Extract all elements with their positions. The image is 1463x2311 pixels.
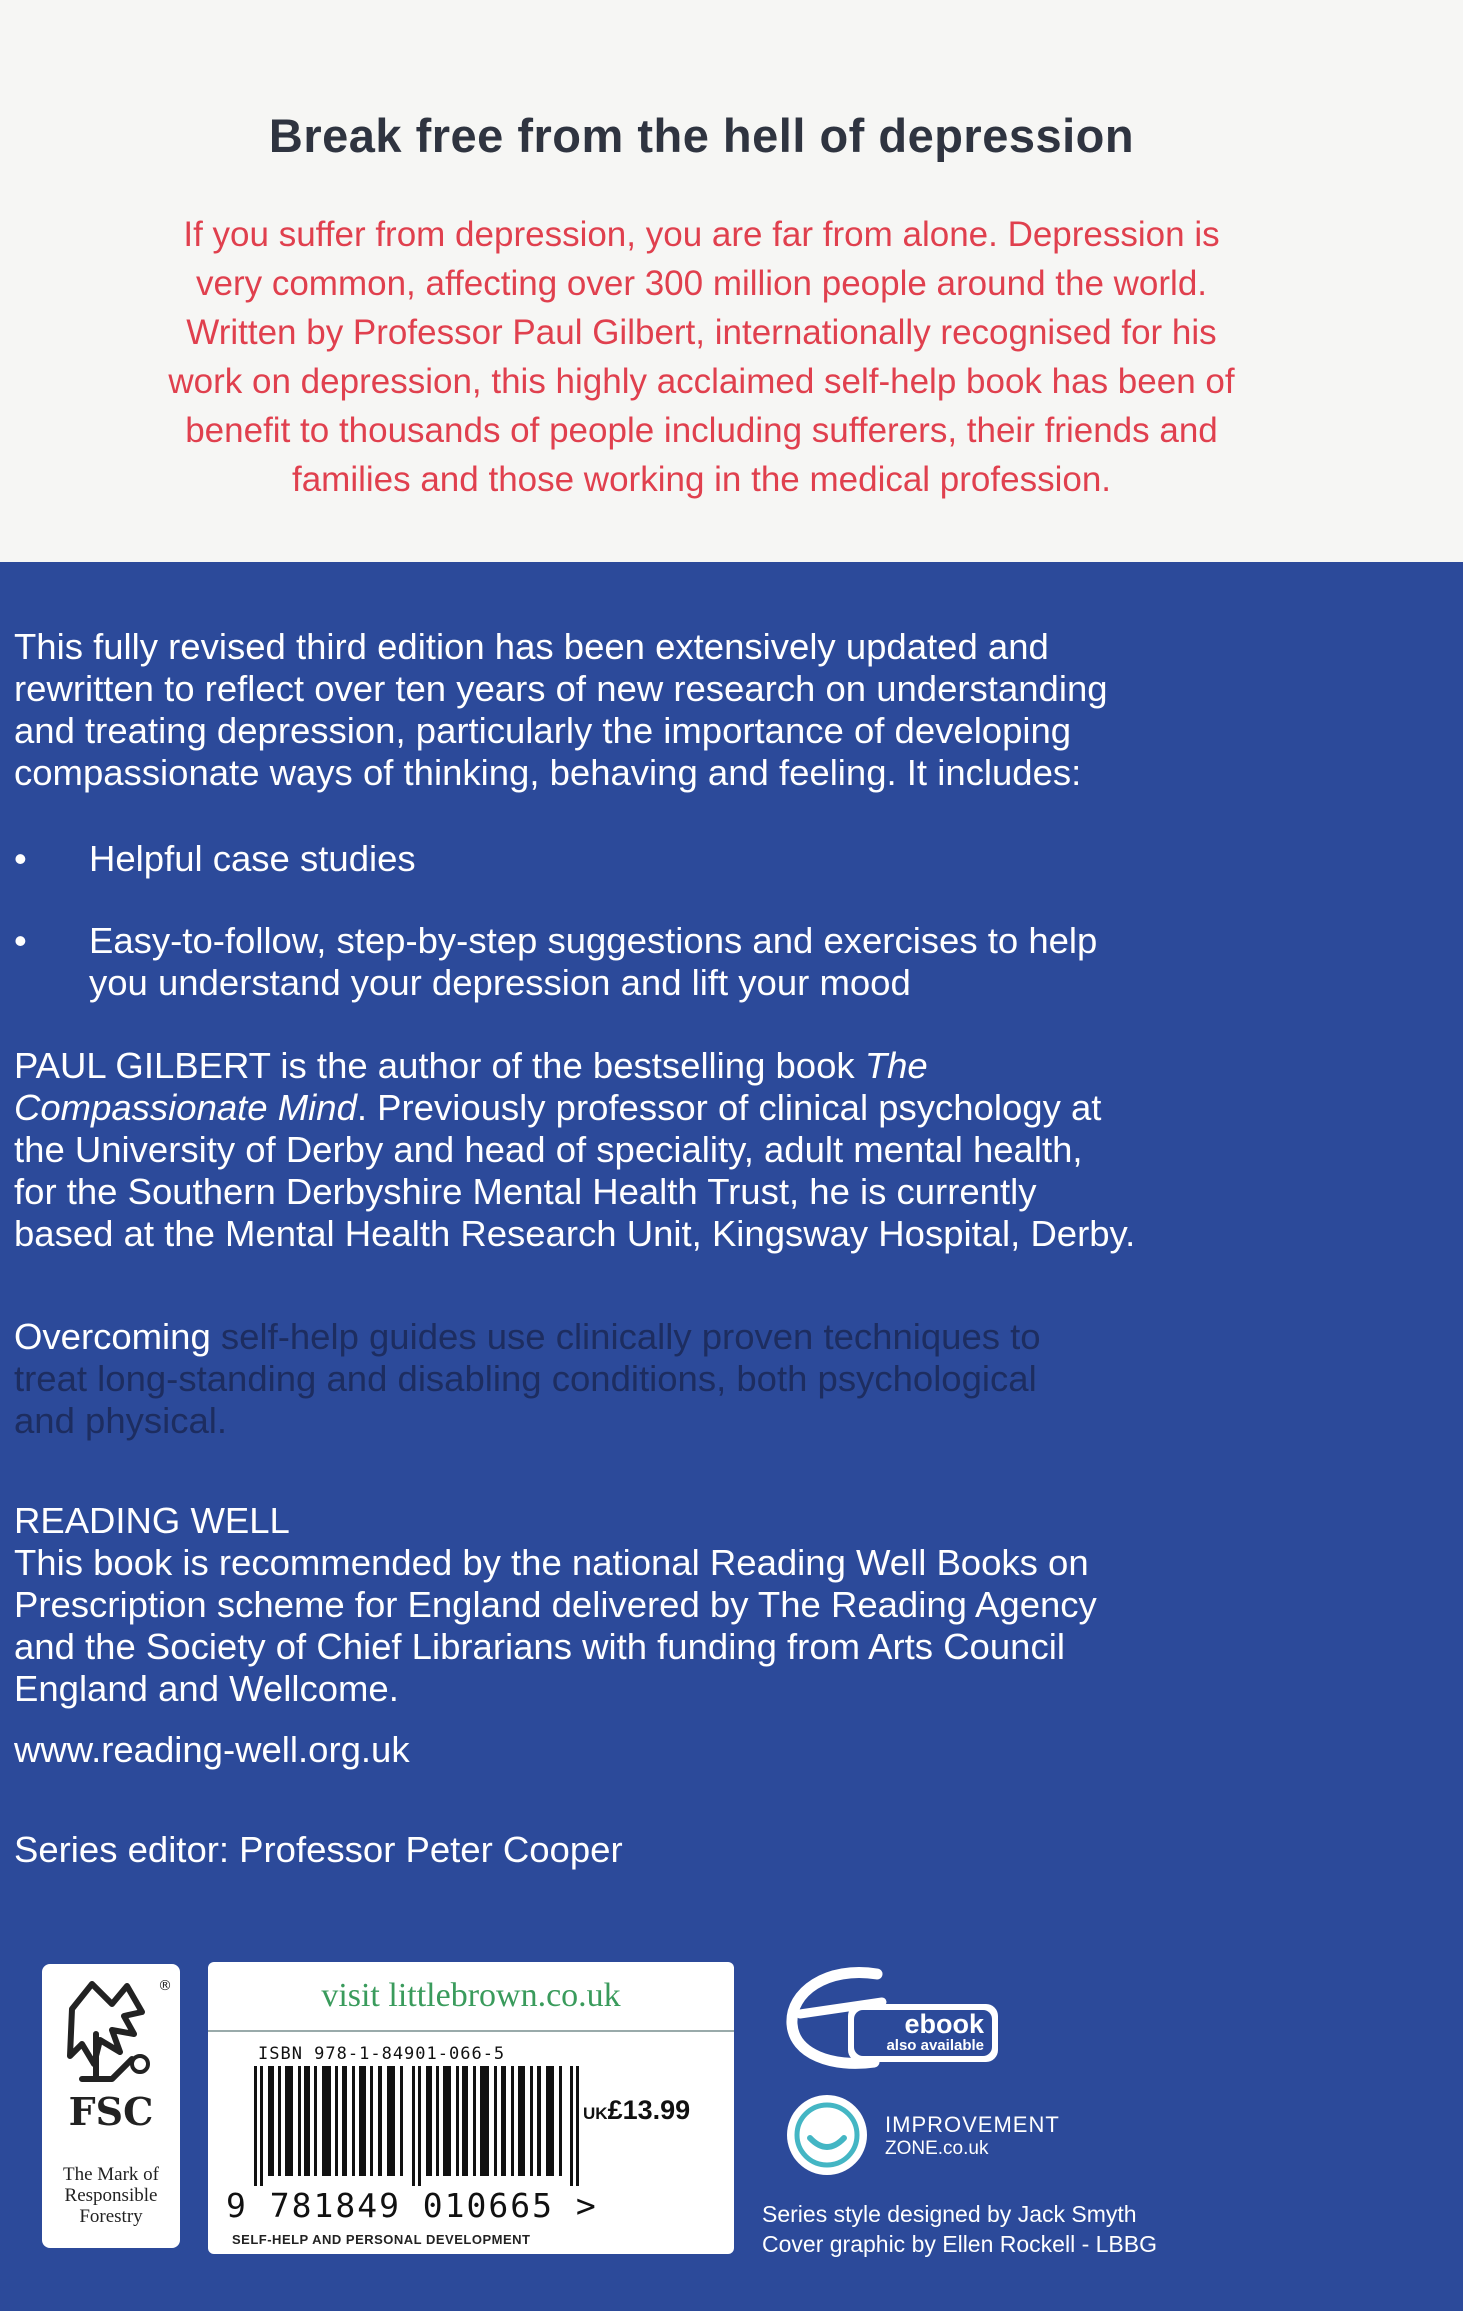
ebook-title: ebook bbox=[904, 2009, 984, 2039]
ebook-subtitle: also available bbox=[886, 2037, 984, 2054]
edition-paragraph bbox=[14, 626, 1108, 794]
bullet-marker: • bbox=[14, 838, 27, 879]
tree-icon bbox=[42, 1964, 180, 2094]
graphic-credit: Cover graphic by Ellen Rockell - LBBG bbox=[762, 2231, 1157, 2257]
fsc-label: FSC bbox=[68, 2089, 154, 2134]
price bbox=[583, 2095, 690, 2126]
fsc-tagline-line: Forestry bbox=[79, 2206, 143, 2227]
reading-well-line: This book is recommended by the national Reading Well Books on bbox=[14, 1542, 1089, 1583]
registered-mark: ® bbox=[158, 1978, 172, 1994]
intro-line: work on depression, this highly acclaimed self-help book has been of bbox=[168, 362, 1235, 401]
bullet-line: you understand your depression and lift your mood bbox=[89, 962, 911, 1003]
author-line: for the Southern Derbyshire Mental Health Trust, he is currently bbox=[14, 1171, 1037, 1212]
bullet-line: Easy-to-follow, step-by-step suggestions and exercises to help bbox=[89, 920, 1098, 961]
overcoming-line: treat long-standing and disabling conditions, both psychological bbox=[14, 1358, 1037, 1399]
overcoming-line bbox=[14, 1316, 1041, 1358]
book-title: The bbox=[864, 1045, 928, 1086]
design-credit: Series style designed by Jack Smyth bbox=[762, 2201, 1137, 2227]
author-line: the University of Derby and head of speciality, adult mental health, bbox=[14, 1129, 1083, 1170]
intro-paragraph bbox=[40, 210, 1363, 504]
edition-line: compassionate ways of thinking, behaving and feeling. It includes: bbox=[14, 752, 1082, 793]
reading-well-line: England and Wellcome. bbox=[14, 1668, 399, 1709]
intro-line: very common, affecting over 300 million people around the world. bbox=[195, 264, 1208, 303]
edition-line: and treating depression, particularly the importance of developing bbox=[14, 710, 1072, 751]
author-line bbox=[14, 1045, 1135, 1087]
barcode-box bbox=[208, 1962, 734, 2254]
fsc-tagline-line: Responsible bbox=[64, 2185, 158, 2206]
top-panel bbox=[0, 0, 1463, 562]
edition-line: This fully revised third edition has been extensively updated and bbox=[14, 626, 1049, 667]
ean-number: 9 781849 010665 > bbox=[226, 2186, 598, 2225]
design-credits bbox=[762, 2199, 1157, 2259]
fsc-tagline bbox=[42, 2164, 180, 2227]
edition-line: rewritten to reflect over ten years of new research on understanding bbox=[14, 668, 1108, 709]
reading-well-line: and the Society of Chief Librarians with funding from Arts Council bbox=[14, 1626, 1065, 1667]
bullet-marker: • bbox=[14, 920, 27, 961]
smile-icon bbox=[782, 2090, 872, 2180]
price-prefix: UK bbox=[583, 2104, 608, 2123]
fsc-logo-box bbox=[42, 1964, 180, 2248]
publisher-url[interactable]: visit littlebrown.co.uk bbox=[208, 1962, 734, 2032]
book-category: SELF-HELP AND PERSONAL DEVELOPMENT bbox=[232, 2232, 531, 2247]
intro-line: families and those working in the medical profession. bbox=[291, 460, 1112, 499]
improvement-line: IMPROVEMENT bbox=[885, 2112, 1060, 2137]
improvement-zone-logo bbox=[782, 2090, 1082, 2180]
isbn-number: ISBN 978-1-84901-066-5 bbox=[258, 2044, 506, 2064]
author-text: PAUL GILBERT is the author of the bestselling book bbox=[14, 1045, 865, 1086]
author-paragraph bbox=[14, 1045, 1135, 1255]
overcoming-paragraph bbox=[14, 1316, 1041, 1442]
author-text: . Previously professor of clinical psychology at bbox=[356, 1087, 1102, 1128]
bullet-text: Helpful case studies bbox=[89, 838, 416, 879]
intro-line: benefit to thousands of people including sufferers, their friends and bbox=[185, 411, 1218, 450]
improvement-line: ZONE.co.uk bbox=[885, 2138, 989, 2159]
barcode-icon bbox=[254, 2066, 584, 2186]
reading-well-section bbox=[14, 1500, 1097, 1710]
series-name: Overcoming bbox=[14, 1316, 211, 1357]
price-value: £13.99 bbox=[607, 2095, 691, 2125]
ebook-badge bbox=[782, 1962, 1012, 2072]
fsc-tagline-line: The Mark of bbox=[62, 2164, 160, 2185]
book-title: Compassionate Mind bbox=[14, 1087, 357, 1128]
author-line: based at the Mental Health Research Unit, Kingsway Hospital, Derby. bbox=[14, 1213, 1136, 1254]
intro-line: If you suffer from depression, you are far from alone. Depression is bbox=[183, 215, 1220, 254]
overcoming-text: self-help guides use clinically proven techniques to bbox=[210, 1316, 1041, 1357]
reading-well-url[interactable]: www.reading-well.org.uk bbox=[14, 1729, 410, 1770]
reading-well-heading: READING WELL bbox=[14, 1500, 290, 1541]
intro-line: Written by Professor Paul Gilbert, internationally recognised for his bbox=[186, 313, 1217, 352]
series-editor: Series editor: Professor Peter Cooper bbox=[14, 1829, 623, 1870]
bullet-text bbox=[89, 920, 1389, 1004]
bullet-exercises bbox=[14, 920, 1394, 1010]
overcoming-line: and physical. bbox=[14, 1400, 228, 1441]
reading-well-line: Prescription scheme for England delivered by The Reading Agency bbox=[14, 1584, 1097, 1625]
page-title: Break free from the hell of depression bbox=[268, 109, 1135, 162]
author-line bbox=[14, 1087, 1135, 1129]
